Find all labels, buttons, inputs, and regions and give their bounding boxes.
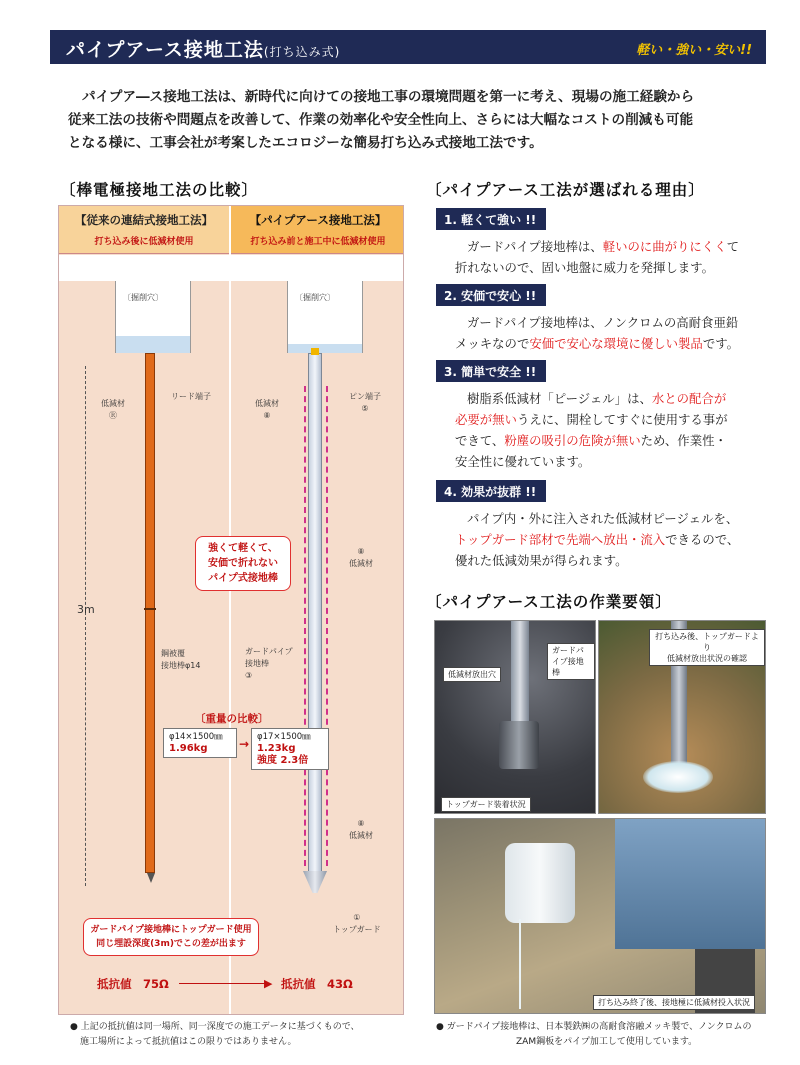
reason-2-text: ガードパイプ接地棒は、ノンクロムの高耐食亜鉛 メッキなので安価で安心な環境に優しい製品です。: [455, 315, 739, 351]
lead-terminal-label: リード端子: [171, 392, 211, 401]
photo-reducer-pouring: [434, 818, 766, 1014]
left-pit-label: 〔掘削穴〕: [123, 293, 163, 302]
work-title: 〔パイプアース工法の作業要領〕: [426, 593, 672, 611]
depth-line: [85, 366, 86, 886]
conventional-ground-rod: [145, 353, 155, 873]
left-reducer-fill: [116, 336, 190, 353]
column-divider: [229, 206, 231, 1015]
pin-terminal-mark: [311, 348, 319, 355]
right-reducer-fill: [288, 344, 362, 353]
guard-pipe-label: ガードパイプ 接地棒 ③: [245, 647, 293, 680]
comparison-diagram: 【従来の連結式接地工法】 打ち込み後に低減材使用 【パイプアース接地工法】 打ち込み前と施工中に低減材使用 〔掘削穴〕 〔掘削穴〕 3m 低減材 Ⓡ リード端子 鋼被覆 接地棒φ14 低減材 ⑧ ピン端子 ⑤ ⑧ 低減材 ガードパイプ 接地棒 ③ ⑧ 低減材 ① トップガード 強くて軽くて、 安価で折れない パイプ式接地棒 〔重量の比較〕 φ14×1500㎜ 1.96kg → φ17×1500㎜ 1.23kg 強度 2.3倍 ガードパイプ接地棒にトップガード使用 同じ埋設深度(3m)でこの差が出ます 抵抗値 75Ω ▶ 抵抗値 43Ω: [58, 205, 404, 1015]
right-reducer-label: 低減材 ⑧: [255, 399, 279, 420]
reason-4-label: 4. 効果が抜群 !!: [436, 480, 546, 502]
conventional-rod-tip: [147, 873, 155, 883]
photo1-label-caption: トップガード装着状況: [441, 797, 531, 812]
reason-1-label: 1. 軽くて強い !!: [436, 208, 546, 230]
pin-terminal-label: ピン端子 ⑤: [349, 392, 381, 413]
pipe-rod-callout: 強くて軽くて、 安価で折れない パイプ式接地棒: [195, 536, 291, 591]
depth-label: 3m: [77, 603, 95, 616]
reasons-title: 〔パイプアース工法が選ばれる理由〕: [426, 181, 705, 199]
photo1-label-hole: 低減材放出穴: [443, 667, 501, 682]
weight-comparison-title: 〔重量の比較〕: [195, 713, 269, 725]
footnote-left: ● 上記の抵抗値は同一場所、同一深度での施工データに基づくもので、 施工場所によって抵抗値はこの限りではありません。: [70, 1022, 360, 1047]
photo1-label-pipe: ガードパイプ接地棒: [547, 643, 595, 680]
reason-4-text: パイプ内・外に注入された低減材ピージェルを、 トップガード部材で先端へ放出・流入できるので、 優れた低減効果が得られます。: [455, 511, 740, 568]
slogan: 軽い・強い・安い!!: [636, 43, 752, 58]
mid-reducer-label: ⑧ 低減材: [349, 547, 373, 568]
resistance-right: 抵抗値 43Ω: [281, 977, 353, 991]
right-column-head: 【パイプアース接地工法】 打ち込み前と施工中に低減材使用: [231, 206, 404, 254]
page-title: パイプアース接地工法(打ち込み式): [66, 39, 341, 61]
weight-arrow: →: [239, 737, 250, 751]
reason-3-label: 3. 簡単で安全 !!: [436, 360, 546, 382]
guard-pipe-ground-rod: [308, 353, 322, 873]
intro-paragraph: パイプア―ス接地工法は、新時代に向けての接地工事の環境問題を第一に考え、現場の施工経験から 従来工法の技術や問題点を改善して、作業の効率化や安全性向上、さらには大幅なコストの削減も可能 となる様に、工事会社が考案したエコロジーな簡易打ち込み式接地工法です。: [68, 89, 695, 151]
footnote-right: ● ガードパイプ接地棒は、日本製鉄㈱の高耐食溶融メッキ製で、ノンクロムの ZAM鋼板をパイプ加工して使用しています。: [436, 1022, 752, 1047]
photo2-label: 打ち込み後、トップガードより 低減材放出状況の確認: [649, 629, 765, 666]
left-reducer-label: 低減材 Ⓡ: [101, 399, 125, 420]
top-guard-label: ① トップガード: [333, 913, 381, 934]
comparison-title: 〔棒電極接地工法の比較〕: [60, 181, 259, 199]
photo3-label: 打ち込み終了後、接地極に低減材投入状況: [593, 995, 755, 1010]
depth-note-box: ガードパイプ接地棒にトップガード使用 同じ埋設深度(3m)でこの差が出ます: [83, 918, 259, 956]
reason-1-text: ガードパイプ接地棒は、軽いのに曲がりにくくて 折れないので、固い地盤に威力を発揮します。: [455, 239, 739, 275]
low-reducer-label: ⑧ 低減材: [349, 819, 373, 840]
left-column-head: 【従来の連結式接地工法】 打ち込み後に低減材使用: [59, 206, 229, 254]
photo-reducer-release: [598, 620, 766, 814]
header-bar: [50, 30, 766, 64]
resistance-left: 抵抗値 75Ω: [97, 977, 169, 991]
right-pit-label: 〔掘削穴〕: [295, 293, 335, 302]
photo-top-guard: [434, 620, 596, 814]
reason-2-label: 2. 安価で安心 !!: [436, 284, 546, 306]
weight-right-box: φ17×1500㎜ 1.23kg 強度 2.3倍: [251, 728, 329, 770]
reason-3-text: 樹脂系低減材「ピージェル」は、水との配合が 必要が無いうえに、開栓してすぐに使用する事が できて、粉塵の吸引の危険が無いため、作業性・ 安全性に優れています。: [455, 391, 728, 469]
top-guard-tip: [303, 871, 327, 893]
weight-left-box: φ14×1500㎜ 1.96kg: [163, 728, 237, 758]
steel-rod-label: 鋼被覆 接地棒φ14: [161, 649, 201, 670]
